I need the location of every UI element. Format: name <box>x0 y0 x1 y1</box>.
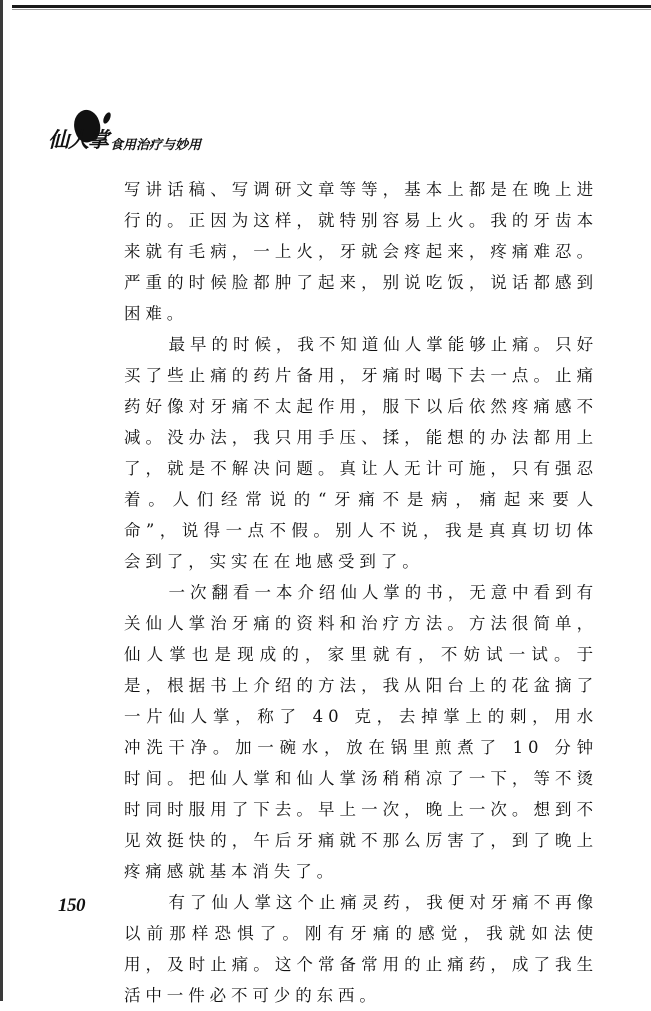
paragraph-3: 一次翻看一本介绍仙人掌的书，无意中看到有关仙人掌治牙痛的资料和治疗方法。方法很简单，仙人掌也是现成的，家里就有，不妨试一试。于是，根据书上介绍的方法，我从阳台上的花盆摘了一片仙人掌，称了 40 克，去掉掌上的刺，用水冲洗干净。加一碗水，放在锅里煎煮了 10 分钟时间。把仙人掌和仙人掌汤稍稍凉了一下，等不烫时同时服用了下去。早上一次，晚上一次。想到不见效挺快的，午后牙痛就不那么厉害了，到了晚上疼痛感就基本消失了。 <box>124 583 598 881</box>
logo-subtitle: 食用治疗与妙用 <box>110 138 202 153</box>
cactus-spine-icon <box>102 111 113 124</box>
book-logo <box>48 110 228 158</box>
page-number: 150 <box>58 895 85 916</box>
header-rule-thin <box>12 9 651 10</box>
header-rule <box>12 5 651 8</box>
paragraph-1: 写讲话稿、写调研文章等等，基本上都是在晚上进行的。正因为这样，就特别容易上火。我的牙齿本来就有毛病，一上火，牙就会疼起来，疼痛难忍。严重的时候脸都肿了起来，别说吃饭，说话都感到困难。 <box>124 180 598 323</box>
paragraph-2: 最早的时候，我不知道仙人掌能够止痛。只好买了些止痛的药片备用，牙痛时喝下去一点。止痛药好像对牙痛不太起作用，服下以后依然疼痛感不减。没办法，我只用手压、揉，能想的办法都用上了，就是不解决问题。真让人无计可施，只有强忍着。人们经常说的“牙痛不是病，痛起来要人命”，说得一点不假。别人不说，我是真真切切体会到了，实实在在地感受到了。 <box>124 335 598 571</box>
body-text <box>124 174 598 1011</box>
page-left-edge <box>0 0 3 1001</box>
logo-title: 仙人掌 <box>48 127 108 152</box>
paragraph-4: 有了仙人掌这个止痛灵药，我便对牙痛不再像以前那样恐惧了。刚有牙痛的感觉，我就如法使用，及时止痛。这个常备常用的止痛药，成了我生活中一件必不可少的东西。 <box>124 893 598 1005</box>
